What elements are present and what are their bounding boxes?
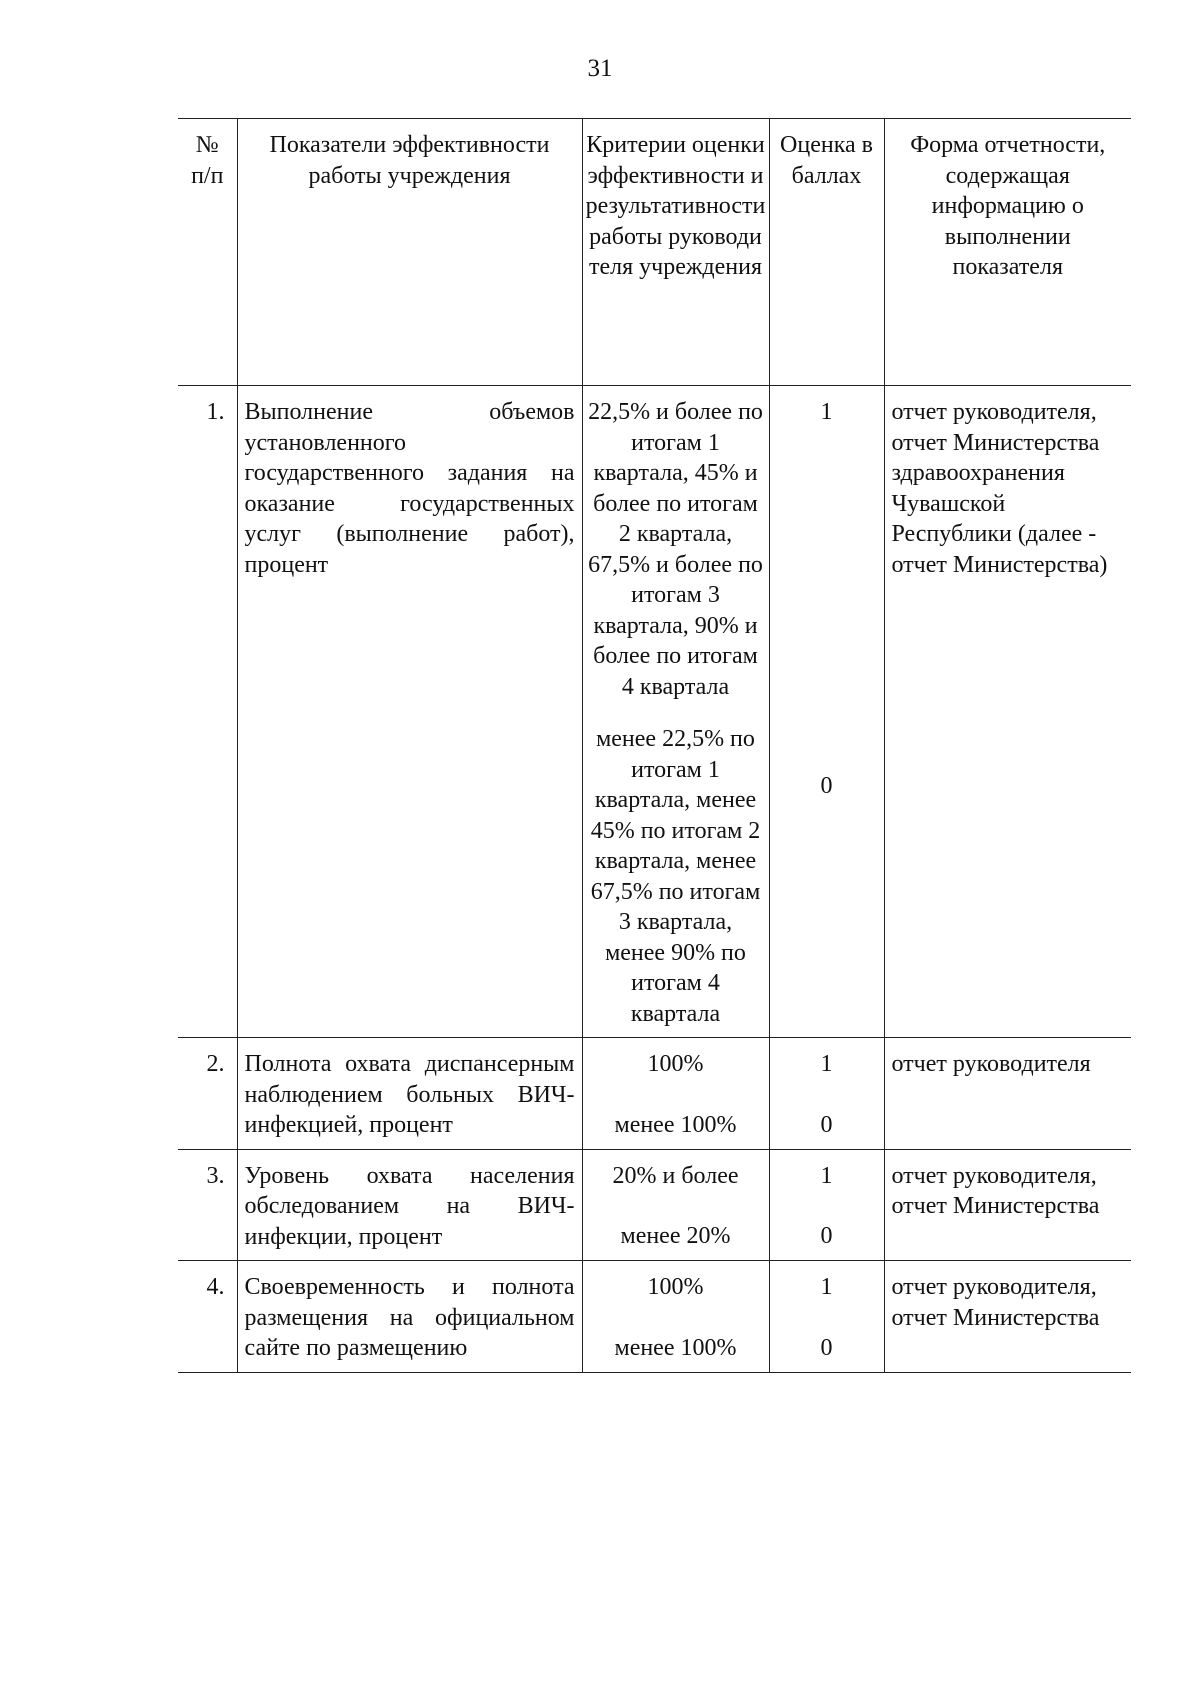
points-pass: 1: [820, 399, 833, 425]
row-number: 1.: [178, 386, 237, 1038]
report-form-cell: отчет руководителя, отчет Министерства здравоохранения Чувашской Республики (далее - отчет Министерства): [884, 386, 1131, 1038]
header-number: № п/п: [178, 119, 237, 386]
points-cell: [769, 386, 884, 1038]
header-criteria: Критерии оценки эффективности и результативности работы руководителя учреждения: [582, 119, 769, 386]
points-fail: 0: [820, 773, 833, 799]
criteria-cell: [582, 1149, 769, 1261]
points-fail: 0: [820, 1223, 833, 1249]
header-indicator: Показатели эффективности работы учреждения: [237, 119, 582, 386]
table-header-row: [178, 119, 1131, 386]
page-number: 31: [587, 55, 613, 82]
criteria-fail: менее 100%: [614, 1334, 737, 1361]
criteria-fail: менее 100%: [614, 1111, 737, 1138]
points-fail: 0: [820, 1334, 833, 1361]
indicator-cell: Полнота охвата диспансерным наблюдением больных ВИЧ-инфекцией, процент: [237, 1038, 582, 1150]
table-row: [178, 1149, 1131, 1261]
criteria-cell: [582, 1038, 769, 1150]
criteria-pass: 22,5% и более по итогам 1 квартала, 45% и более по итогам 2 квартала, 67,5% и более по итогам 3 квартала, 90% и более по итогам 4 квартала: [588, 399, 763, 700]
points-cell: [769, 1149, 884, 1261]
criteria-pass: 100%: [647, 1051, 704, 1077]
header-report-form: Форма отчетности, содержащая информацию о выполнении показателя: [884, 119, 1131, 386]
points-fail: 0: [820, 1111, 833, 1138]
report-form-cell: отчет руководителя: [884, 1038, 1131, 1150]
indicator-cell: Выполнение объемов установленного государственного задания на оказание государственных услуг (выполнение работ), процент: [237, 386, 582, 1038]
points-pass: 1: [820, 1051, 833, 1077]
report-form-cell: отчет руководителя, отчет Министерства: [884, 1261, 1131, 1373]
criteria-fail: менее 20%: [620, 1223, 731, 1249]
table-row: [178, 1261, 1131, 1373]
points-cell: [769, 1038, 884, 1150]
criteria-fail: менее 22,5% по итогам 1 квартала, менее 45% по итогам 2 квартала, менее 67,5% по итогам 3 квартала, менее 90% по итогам 4 квартала: [590, 726, 761, 1027]
points-pass: 1: [820, 1162, 833, 1189]
criteria-pass: 20% и более: [612, 1162, 739, 1189]
table-row: [178, 1038, 1131, 1150]
row-number: 2.: [178, 1038, 237, 1150]
criteria-spacer: [587, 702, 765, 724]
indicator-cell: Уровень охвата населения обследованием на ВИЧ-инфекции, процент: [237, 1149, 582, 1261]
indicator-cell: Своевременность и полнота размещения на официальном сайте по размещению: [237, 1261, 582, 1373]
row-number: 3.: [178, 1149, 237, 1261]
table-row: [178, 386, 1131, 1038]
performance-indicators-table: [178, 118, 1131, 1373]
report-form-cell: отчет руководителя, отчет Министерства: [884, 1149, 1131, 1261]
criteria-pass: 100%: [647, 1274, 704, 1300]
points-pass: 1: [820, 1274, 833, 1300]
criteria-cell: [582, 1261, 769, 1373]
header-points: Оценка в баллах: [769, 119, 884, 386]
points-cell: [769, 1261, 884, 1373]
criteria-cell: [582, 386, 769, 1038]
row-number: 4.: [178, 1261, 237, 1373]
